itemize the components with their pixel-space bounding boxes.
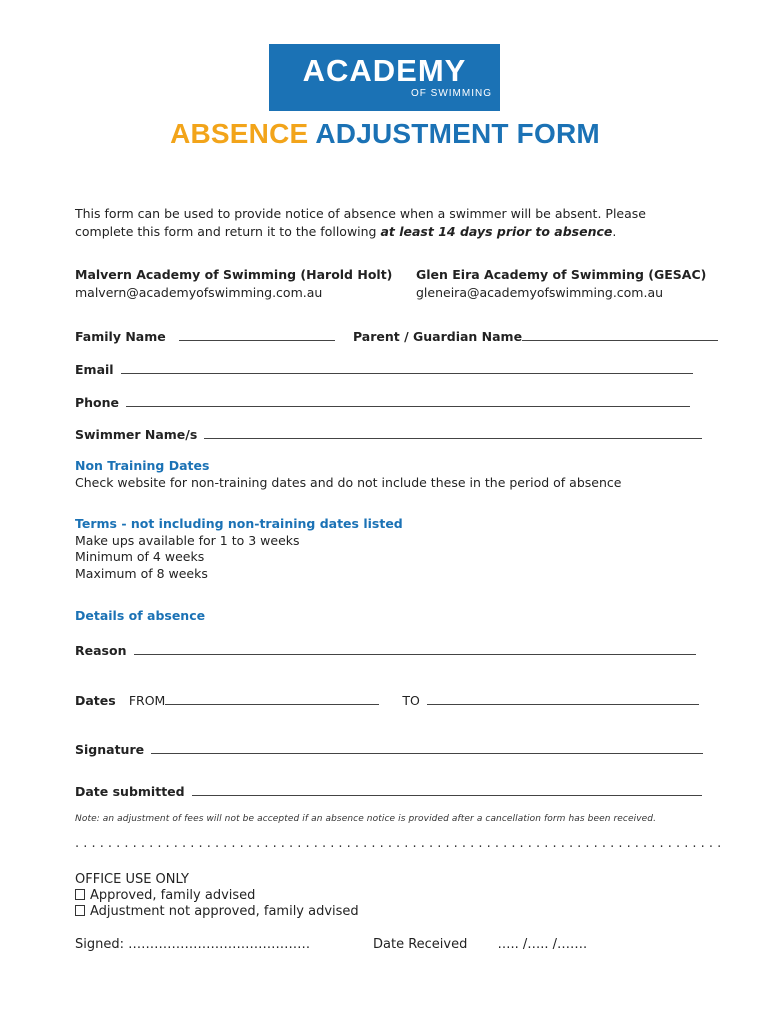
office-option-label: Approved, family advised: [90, 888, 256, 903]
dates-row: [75, 690, 699, 709]
checkbox-empty-icon[interactable]: [75, 889, 85, 900]
office-use-heading: OFFICE USE ONLY: [75, 872, 189, 887]
reason-label: Reason: [75, 643, 127, 658]
reason-row: [75, 640, 696, 659]
title-part-absence: ABSENCE: [170, 118, 309, 149]
checkbox-empty-icon[interactable]: [75, 905, 85, 916]
intro-line-2-end: .: [612, 224, 617, 239]
intro-text: [75, 205, 646, 241]
date-received-row: [373, 937, 587, 953]
intro-line-1: This form can be used to provide notice of absence when a swimmer will be absent. Please: [75, 206, 646, 221]
swimmer-names-row: [75, 424, 702, 443]
family-name-row: [75, 326, 718, 345]
non-training-section: [75, 457, 621, 491]
academy-logo: [269, 44, 500, 111]
swimmer-names-field[interactable]: [204, 426, 702, 439]
office-option-label: Adjustment not approved, family advised: [90, 904, 359, 919]
family-name-field[interactable]: [179, 328, 335, 341]
guardian-name-label: Parent / Guardian Name: [352, 329, 523, 344]
family-name-label: Family Name: [75, 329, 166, 344]
date-submitted-label: Date submitted: [75, 784, 185, 799]
terms-line: Maximum of 8 weeks: [75, 565, 208, 581]
location-name: Glen Eira Academy of Swimming (GESAC): [416, 267, 707, 282]
signed-field[interactable]: ……………………………………: [128, 937, 311, 952]
page-title: [0, 118, 770, 150]
fee-note: Note: an adjustment of fees will not be accepted if an absence notice is provided after a cancellation form has been received.: [75, 814, 657, 824]
signature-label: Signature: [75, 742, 145, 757]
to-date-field[interactable]: [427, 692, 699, 705]
title-part-adjustment-form: ADJUSTMENT FORM: [315, 118, 600, 149]
location-email: malvern@academyofswimming.com.au: [75, 285, 323, 300]
dotted-separator: ...............................................................................: [75, 836, 726, 851]
to-label: TO: [402, 693, 420, 708]
swimmer-names-label: Swimmer Name/s: [75, 427, 198, 442]
from-date-field[interactable]: [165, 692, 379, 705]
phone-row: [75, 392, 690, 411]
location-name: Malvern Academy of Swimming (Harold Holt): [75, 267, 393, 282]
signature-field[interactable]: [151, 741, 703, 754]
intro-line-2-emphasis: at least 14 days prior to absence: [380, 224, 613, 239]
logo-sub-text: OF SWIMMING: [411, 88, 492, 99]
office-signed-row: [75, 937, 310, 953]
details-heading: Details of absence: [75, 608, 206, 623]
location-glen-eira: [416, 266, 706, 302]
terms-heading: Terms - not including non-training dates listed: [75, 516, 403, 531]
location-malvern: [75, 266, 392, 302]
terms-line: Make ups available for 1 to 3 weeks: [75, 532, 300, 548]
location-email: gleneira@academyofswimming.com.au: [416, 285, 664, 300]
email-row: [75, 359, 693, 378]
date-submitted-row: [75, 781, 702, 800]
signed-label: Signed:: [75, 937, 129, 952]
intro-line-2-plain: complete this form and return it to the following: [75, 224, 381, 239]
terms-line: Minimum of 4 weeks: [75, 549, 205, 564]
non-training-text: Check website for non-training dates and do not include these in the period of absence: [75, 475, 622, 490]
phone-label: Phone: [75, 395, 120, 410]
email-field[interactable]: [121, 361, 693, 374]
from-label: FROM: [128, 693, 166, 708]
signature-row: [75, 739, 703, 758]
office-option-approved[interactable]: [75, 888, 359, 904]
dates-label: Dates: [75, 693, 116, 708]
phone-field[interactable]: [126, 394, 690, 407]
logo-main-text: ACADEMY: [302, 53, 467, 88]
office-use-section: [75, 872, 359, 920]
date-submitted-field[interactable]: [192, 783, 702, 796]
reason-field[interactable]: [134, 642, 696, 655]
date-received-field[interactable]: ….. /….. /…….: [497, 937, 588, 952]
date-received-label: Date Received: [373, 937, 468, 952]
guardian-name-field[interactable]: [522, 328, 718, 341]
terms-section: [75, 516, 403, 582]
non-training-heading: Non Training Dates: [75, 458, 210, 473]
intro-line-2: [75, 223, 646, 241]
email-label: Email: [75, 362, 114, 377]
office-option-not-approved[interactable]: [75, 904, 359, 920]
